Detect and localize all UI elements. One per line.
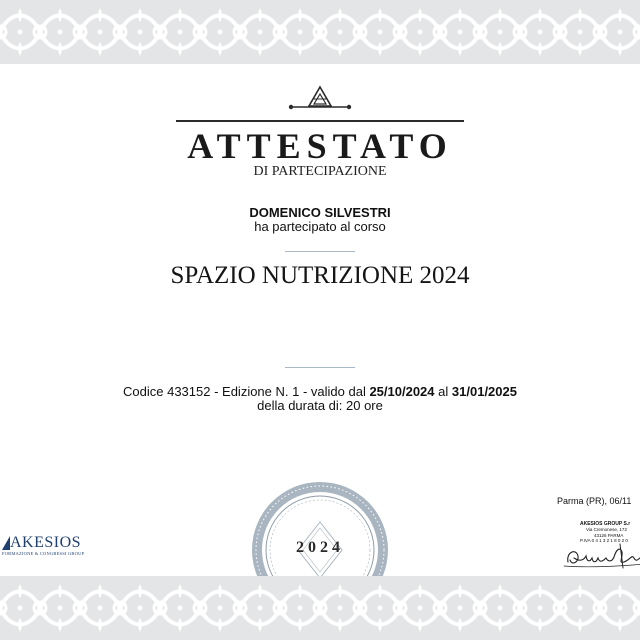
issuer-vat: P.IVA 0 4 1 3 2 1 8 0 2 0 bbox=[580, 538, 628, 543]
top-ornament-pattern bbox=[0, 0, 640, 64]
certificate-title: ATTESTATO bbox=[187, 126, 453, 166]
course-title: SPAZIO NUTRIZIONE 2024 bbox=[170, 262, 470, 289]
place-date: Parma (PR), 06/11 bbox=[557, 496, 632, 506]
valid-mid-text: al bbox=[438, 384, 449, 399]
logo-mark-icon bbox=[0, 536, 10, 550]
logo-name: AKESIOS bbox=[10, 534, 82, 551]
course-intro-text: ha partecipato al corso bbox=[254, 219, 386, 234]
logo-tagline: FORMAZIONE & CONGRESSI GROUP bbox=[2, 551, 85, 556]
recipient-name: DOMENICO SILVESTRI bbox=[249, 205, 391, 220]
divider-lower bbox=[285, 367, 355, 368]
bottom-ornament-band bbox=[0, 576, 640, 640]
valid-from-date: 25/10/2024 bbox=[369, 384, 435, 399]
course-code-line bbox=[0, 384, 640, 399]
triangle-emblem-icon bbox=[287, 84, 353, 114]
divider-upper bbox=[285, 251, 355, 252]
issuer-address-2: 43126 PARMA bbox=[594, 532, 624, 538]
issuer-address-1: Via Cremonese, 172 bbox=[586, 527, 627, 532]
title-top-rule bbox=[176, 120, 464, 122]
akesios-logo bbox=[0, 535, 90, 559]
signature-icon bbox=[560, 540, 640, 574]
valid-to-date: 31/01/2025 bbox=[451, 384, 517, 399]
course-code-prefix: Codice 433152 - Edizione N. 1 - valido dal bbox=[123, 384, 366, 399]
duration-text: della durata di: 20 ore bbox=[257, 398, 383, 413]
seal-year: 2024 bbox=[296, 539, 344, 556]
issuer-name: AKESIOS GROUP S.r bbox=[580, 521, 631, 527]
certificate-subtitle: DI PARTECIPAZIONE bbox=[253, 164, 387, 179]
top-ornament-band bbox=[0, 0, 640, 64]
bottom-ornament-pattern bbox=[0, 576, 640, 640]
